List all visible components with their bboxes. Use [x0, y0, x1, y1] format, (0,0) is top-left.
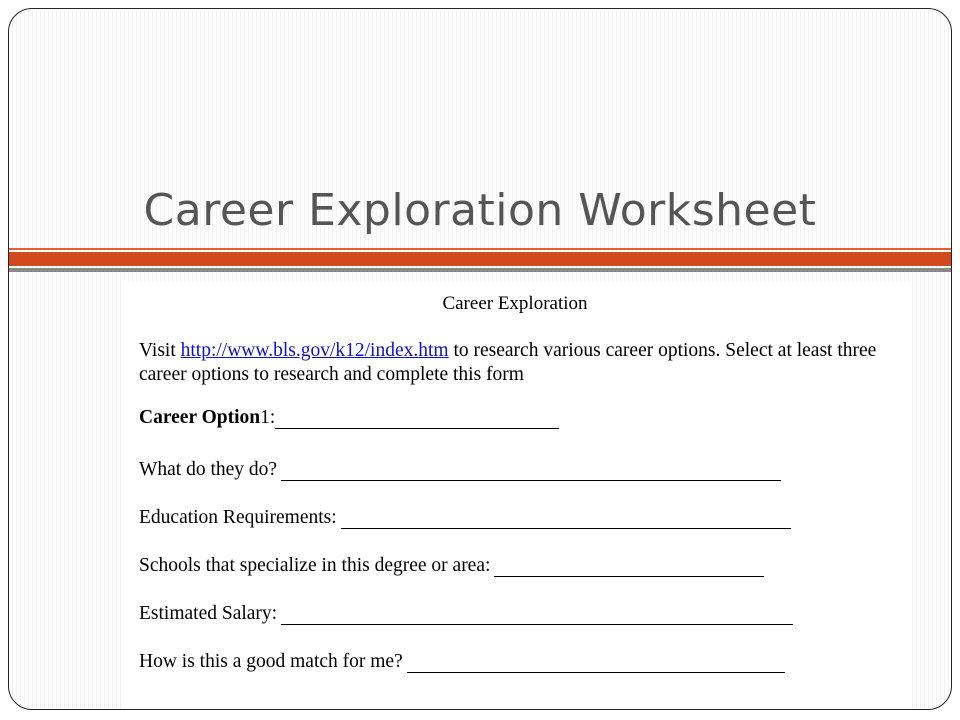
- schools-blank[interactable]: [494, 558, 764, 577]
- schools-field: [139, 555, 764, 577]
- career-option-blank[interactable]: [275, 410, 559, 429]
- worksheet-image: [121, 281, 909, 710]
- slide-title: Career Exploration Worksheet: [143, 185, 817, 236]
- career-option-label-bold: Career Option: [139, 407, 261, 428]
- education-requirements-field: [139, 507, 791, 529]
- accent-band-gray: [9, 268, 951, 272]
- intro-suffix: to research various career options. Select at least three career options to research and complete this form: [139, 340, 877, 385]
- field-label: Schools that specialize in this degree or area:: [139, 555, 491, 576]
- worksheet-intro: [139, 339, 899, 387]
- estimated-salary-field: [139, 603, 793, 625]
- slide-frame: [8, 8, 952, 710]
- career-option-field: [139, 407, 559, 429]
- field-label: What do they do?: [139, 459, 278, 480]
- career-option-label-number: 1:: [260, 407, 276, 428]
- what-do-they-do-field: [139, 459, 781, 481]
- intro-prefix: Visit: [139, 340, 181, 361]
- bls-link[interactable]: http://www.bls.gov/k12/index.htm: [180, 340, 449, 361]
- field-label: Estimated Salary:: [139, 603, 278, 624]
- accent-band-thick: [9, 252, 951, 266]
- good-match-field: [139, 651, 785, 673]
- good-match-blank[interactable]: [407, 654, 785, 673]
- field-label: Education Requirements:: [139, 507, 337, 528]
- field-label: How is this a good match for me?: [139, 651, 403, 672]
- worksheet-heading: Career Exploration: [442, 293, 588, 314]
- what-do-they-do-blank[interactable]: [281, 462, 781, 481]
- education-requirements-blank[interactable]: [341, 510, 791, 529]
- accent-band-thin: [9, 248, 951, 250]
- estimated-salary-blank[interactable]: [281, 606, 793, 625]
